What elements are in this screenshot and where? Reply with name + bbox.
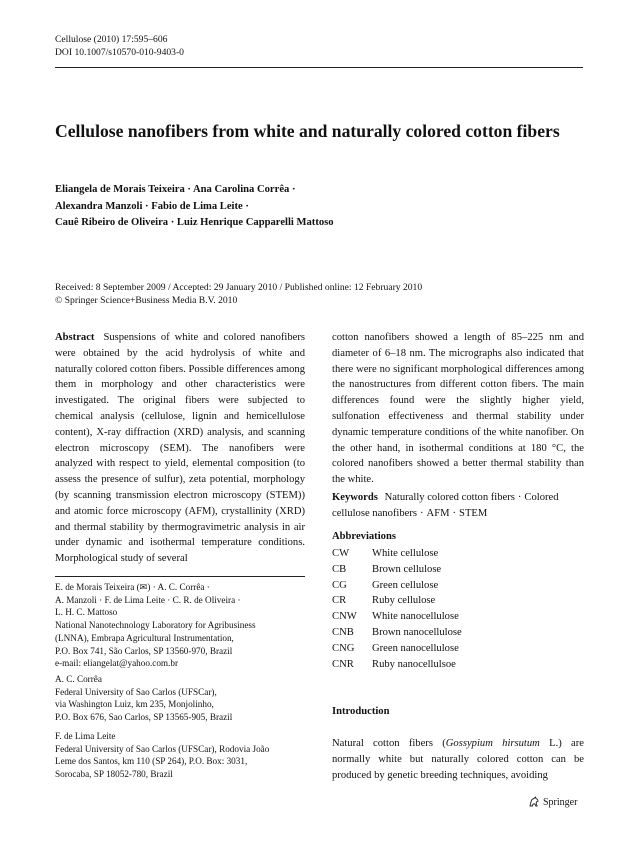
publisher-name: Springer xyxy=(543,796,578,808)
affiliation-line: (LNNA), Embrapa Agricultural Instrumentation, xyxy=(55,632,234,643)
table-row xyxy=(332,546,462,562)
journal-citation: Cellulose (2010) 17:595–606 xyxy=(55,34,168,45)
table-row xyxy=(332,562,462,578)
affiliation-line: Federal University of Sao Carlos (UFSCar), Rodovia João xyxy=(55,743,270,754)
abbr-code: CNW xyxy=(332,611,357,623)
keywords-label: Keywords xyxy=(332,492,378,503)
abbr-code: CB xyxy=(332,563,347,575)
publication-dates xyxy=(55,282,583,307)
footnote-rule xyxy=(55,576,305,577)
abbr-code: CNR xyxy=(332,658,354,670)
abbr-desc: White cellulose xyxy=(372,548,439,559)
affiliation-line: National Nanotechnology Laboratory for Agribusiness xyxy=(55,620,256,631)
abbr-desc: Ruby nanocellulsoe xyxy=(372,658,456,670)
table-row xyxy=(332,578,462,594)
affiliation-line: via Washington Luiz, km 235, Monjolinho, xyxy=(55,699,214,710)
journal-header xyxy=(55,34,184,59)
keywords: Keywords Naturally colored cotton fibers · Colored cellulose nanofibers · AFM · STEM xyxy=(332,492,559,519)
affiliation-block-1 xyxy=(55,581,305,670)
keyword-item: AFM xyxy=(426,507,450,519)
springer-horse-icon xyxy=(528,796,540,808)
affiliation-line: F. de Lima Leite xyxy=(55,731,116,741)
abbr-desc: Green nanocellulose xyxy=(372,642,459,654)
table-row xyxy=(332,609,462,625)
affiliation-line: P.O. Box 676, Sao Carlos, SP 13565-905, Brazil xyxy=(55,712,233,723)
abbr-code: CNG xyxy=(332,642,355,654)
affiliation-line: Leme dos Santos, km 110 (SP 264), P.O. Box: 3031, xyxy=(55,756,248,767)
abbr-code: CW xyxy=(332,548,350,559)
abbreviations-table xyxy=(332,546,462,672)
abbr-code: CG xyxy=(332,579,347,591)
abstract-left-column xyxy=(55,330,305,567)
abbreviations-heading: Abbreviations xyxy=(332,531,396,542)
author-line: Eliangela de Morais Teixeira · Ana Carolina Corrêa · xyxy=(55,184,296,195)
affiliation-block-2 xyxy=(55,673,305,724)
abbr-code: CNB xyxy=(332,626,354,638)
affiliation-line: E. de Morais Teixeira (✉) · A. C. Corrêa · xyxy=(55,582,210,592)
affiliation-block-3 xyxy=(55,730,305,781)
author-line: Alexandra Manzoli · Fabio de Lima Leite · xyxy=(55,200,249,212)
abbr-desc: Green cellulose xyxy=(372,579,439,591)
introduction-heading: Introduction xyxy=(332,706,390,717)
abbr-desc: White nanocellulose xyxy=(372,611,459,623)
paper-title: Cellulose nanofibers from white and naturally colored cotton fibers xyxy=(55,121,560,141)
affiliation-line: Sorocaba, SP 18052-780, Brazil xyxy=(55,769,173,780)
abstract-label: Abstract xyxy=(55,332,95,343)
abbr-desc: Ruby cellulose xyxy=(372,595,436,607)
publisher-logo xyxy=(528,796,577,808)
table-row xyxy=(332,593,462,609)
author-line: Cauê Ribeiro de Oliveira · Luiz Henrique Capparelli Mattoso xyxy=(55,217,334,228)
abbr-desc: Brown nanocellulose xyxy=(372,626,462,638)
abbr-desc: Brown cellulose xyxy=(372,563,442,575)
abbr-code: CR xyxy=(332,595,347,607)
keyword-item: Colored cellulose nanofibers xyxy=(332,492,559,519)
affiliation-line: L. H. C. Mattoso xyxy=(55,607,118,618)
header-rule xyxy=(55,67,583,68)
affiliation-email[interactable]: e-mail: eliangelat@yahoo.com.br xyxy=(55,658,179,669)
table-row xyxy=(332,657,462,673)
species-name: Gossypium hirsutum xyxy=(445,738,540,749)
introduction-text: Natural cotton fibers (Gossypium hirsutum L.) are normally white but naturally colored cotton can be produced by genetic breeding techniques, avoiding xyxy=(332,738,584,781)
affiliation-line: A. Manzoli · F. de Lima Leite · C. R. de Oliveira · xyxy=(55,594,241,605)
keyword-item: Naturally colored cotton fibers xyxy=(384,492,515,503)
affiliation-line: P.O. Box 741, São Carlos, SP 13560-970, Brazil xyxy=(55,645,233,656)
table-row xyxy=(332,625,462,641)
affiliation-line: Federal University of Sao Carlos (UFSCar), xyxy=(55,686,217,697)
abstract-right-column: cotton nanofibers showed a length of 85–225 nm and diameter of 6–18 nm. The micrographs also indicated that there were no significant morphological differences among the nanostructures from different cotton fibers. The main differences found were the slightly higher yield, sulfonation effectiveness and thermal stability under dynamic temperature conditions of the white nanofiber. On the other hand, in isothermal conditions at 180 °C, the colored nanofibers showed a better thermal stability than the white. xyxy=(332,332,584,486)
author-list xyxy=(55,182,575,232)
copyright-notice: © Springer Science+Business Media B.V. 2010 xyxy=(55,294,238,306)
received-accepted-dates: Received: 8 September 2009 / Accepted: 29 January 2010 / Published online: 12 February 2010 xyxy=(55,282,423,293)
abstract-text-left: Suspensions of white and colored nanofibers were obtained by the acid hydrolysis of white and naturally colored cotton fibers. Possible differences among them in morphology and other characteristics were investigated. The original fibers were subjected to chemical analysis (cellulose, lignin and hemicellulose content), X-ray diffraction (XRD) analysis, and scanning electron microscopy (SEM). The nanofibers were analyzed with respect to yield, elemental composition (to assess the presence of sulfur), zeta potential, morphology (by scanning transmission electron microscopy (STEM)) and atomic force microscopy (AFM), crystallinity (XRD) and thermal stability by thermogravimetric analysis in air under dynamic and isothermal temperature conditions. Morphological study of several xyxy=(55,332,305,565)
table-row xyxy=(332,641,462,657)
keyword-item: STEM xyxy=(459,507,488,519)
affiliation-line: A. C. Corrêa xyxy=(55,674,102,684)
journal-doi: DOI 10.1007/s10570-010-9403-0 xyxy=(55,46,184,58)
